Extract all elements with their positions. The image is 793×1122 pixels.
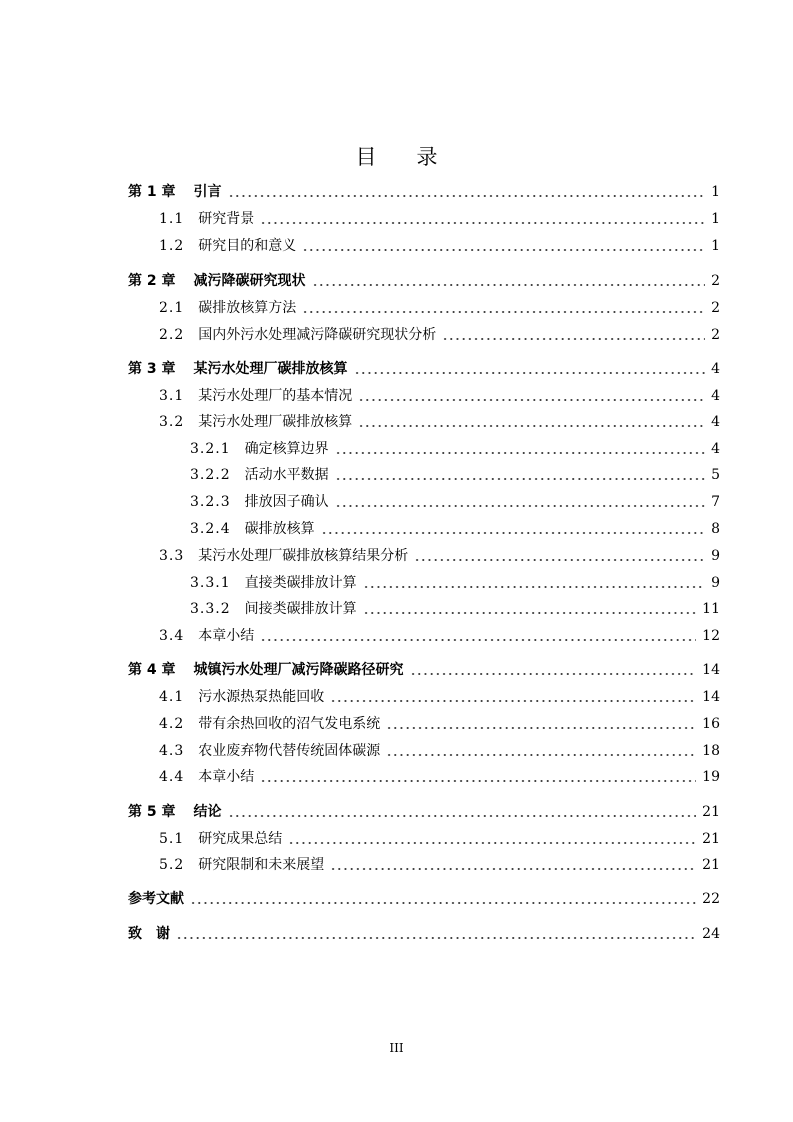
toc-entry[interactable]: [128, 766, 720, 786]
toc-entry-title: 减污降碳研究现状: [193, 273, 306, 289]
toc-entry[interactable]: [128, 713, 720, 733]
toc-entry-number: 2.1: [159, 300, 185, 316]
toc-entry-title: 间接类碳排放计算: [244, 601, 357, 617]
toc-entry-label: [190, 493, 329, 511]
toc-entry-label: [159, 688, 324, 706]
toc-entry-title: 某污水处理厂碳排放核算结果分析: [198, 548, 409, 564]
toc-entry-number: 3.4: [159, 628, 185, 644]
toc-entry-label: [159, 210, 254, 228]
toc-entry-number: 4.2: [159, 716, 185, 732]
toc-entry-title: 污水源热泵热能回收: [198, 689, 325, 705]
dot-leader: [363, 612, 697, 614]
toc-entry-label: [159, 627, 254, 645]
dot-leader: [228, 815, 697, 817]
toc-entry[interactable]: [128, 324, 720, 344]
toc-entry-page: 2: [711, 327, 720, 343]
toc-entry[interactable]: [128, 385, 720, 405]
toc-entry-page: 4: [711, 388, 720, 404]
dot-leader: [312, 284, 706, 286]
toc-entry-title: 活动水平数据: [244, 467, 329, 483]
dot-leader: [442, 338, 705, 340]
toc-entry-page: 18: [702, 743, 720, 759]
dot-leader: [288, 842, 696, 844]
toc-entry[interactable]: [128, 598, 720, 618]
toc-entry-page: 14: [702, 662, 720, 678]
toc-entry-label: [128, 183, 222, 201]
toc-entry-label: [190, 574, 357, 592]
toc-entry-label: [159, 547, 408, 565]
toc-entry-page: 4: [711, 361, 720, 377]
toc-entry[interactable]: [128, 801, 720, 821]
toc-entry-label: [128, 272, 306, 290]
toc-entry-label: [159, 387, 352, 405]
toc-entry-label: [159, 326, 436, 344]
toc-entry-title: 排放因子确认: [244, 494, 329, 510]
dot-leader: [386, 727, 696, 729]
toc-entry-title: 引言: [193, 184, 222, 200]
toc-entry-label: [159, 856, 324, 874]
toc-entry-title: 研究目的和意义: [198, 238, 297, 254]
toc-entry-page: 9: [711, 548, 720, 564]
toc-title: [0, 141, 793, 171]
toc-entry-page: 24: [702, 926, 720, 942]
dot-leader: [302, 311, 705, 313]
toc-entry-number: 5.2: [159, 857, 185, 873]
toc-entry-number: 3.2.1: [190, 441, 231, 457]
toc-entry-number: 第 4 章: [128, 662, 176, 678]
toc-entry-title: 参考文献: [128, 891, 184, 907]
dot-leader: [260, 780, 696, 782]
toc-entry-label: [159, 768, 254, 786]
toc-entry-page: 1: [711, 238, 720, 254]
toc-entry-page: 4: [711, 414, 720, 430]
toc-entry-number: 4.4: [159, 769, 185, 785]
toc-entry-number: 3.2.4: [190, 521, 231, 537]
dot-leader: [330, 868, 696, 870]
toc-entry-number: 3.3.2: [190, 601, 231, 617]
toc-entry-page: 8: [711, 521, 720, 537]
toc-entry-page: 19: [702, 769, 720, 785]
toc-entry[interactable]: [128, 625, 720, 645]
toc-entry-number: 3.1: [159, 388, 185, 404]
toc-entry[interactable]: [128, 235, 720, 255]
toc-entry-page: 11: [702, 601, 720, 617]
dot-leader: [302, 249, 705, 251]
dot-leader: [190, 902, 696, 904]
dot-leader: [363, 586, 705, 588]
toc-entry-page: 16: [702, 716, 720, 732]
dot-leader: [358, 399, 705, 401]
toc-entry-page: 9: [711, 575, 720, 591]
toc-entry-page: 21: [702, 857, 720, 873]
toc-entry-label: [128, 925, 170, 943]
toc-entry-title: 带有余热回收的沼气发电系统: [198, 716, 381, 732]
toc-entry-title: 确定核算边界: [244, 441, 329, 457]
toc-entry[interactable]: [128, 411, 720, 431]
toc-title-char-1: 目: [355, 145, 377, 169]
toc-entry-number: 第 2 章: [128, 273, 176, 289]
toc-entry-label: [128, 803, 222, 821]
dot-leader: [330, 700, 696, 702]
toc-entry[interactable]: [128, 854, 720, 874]
toc-entry[interactable]: [128, 270, 720, 290]
toc-entry-label: [128, 661, 404, 679]
toc-entry-title: 研究背景: [198, 211, 255, 227]
dot-leader: [410, 673, 697, 675]
toc-entry-number: 第 1 章: [128, 184, 176, 200]
toc-entry-label: [128, 890, 184, 908]
toc-entry-number: 3.3.1: [190, 575, 231, 591]
toc-entry-title: 本章小结: [198, 628, 255, 644]
page-number: III: [389, 1041, 404, 1055]
toc-entry-page: 21: [702, 804, 720, 820]
dot-leader: [335, 478, 705, 480]
toc-entry-label: [159, 299, 296, 317]
toc-entry-number: 第 3 章: [128, 361, 176, 377]
toc-entry-title: 碳排放核算: [244, 521, 315, 537]
toc-entry-number: 5.1: [159, 831, 185, 847]
toc-entry-page: 1: [711, 184, 720, 200]
toc-entry-title: 碳排放核算方法: [198, 300, 297, 316]
toc-entry-title: 结论: [193, 804, 222, 820]
toc-entry-label: [159, 742, 380, 760]
toc-entry-page: 2: [711, 273, 720, 289]
dot-leader: [386, 754, 696, 756]
toc-entry-number: 4.3: [159, 743, 185, 759]
toc-entry[interactable]: [128, 923, 720, 943]
toc-entry-number: 1.1: [159, 211, 185, 227]
toc-entry-number: 第 5 章: [128, 804, 176, 820]
toc-entry-page: 21: [702, 831, 720, 847]
toc-entry[interactable]: [128, 297, 720, 317]
toc-entry-page: 5: [711, 467, 720, 483]
toc-entry[interactable]: [128, 828, 720, 848]
dot-leader: [260, 222, 705, 224]
toc-entry-page: 1: [711, 211, 720, 227]
toc-entry-number: 3.2.3: [190, 494, 231, 510]
toc-entry-page: 12: [702, 628, 720, 644]
toc-entry-label: [159, 237, 296, 255]
toc-entry-title: 某污水处理厂碳排放核算: [198, 414, 353, 430]
toc-entry-number: 3.2.2: [190, 467, 231, 483]
dot-leader: [354, 372, 706, 374]
toc-entry[interactable]: [128, 464, 720, 484]
toc-entry-label: [190, 466, 329, 484]
toc-entry[interactable]: [128, 888, 720, 908]
toc-entry-number: 4.1: [159, 689, 185, 705]
toc-entry-title: 农业废弃物代替传统固体碳源: [198, 743, 381, 759]
toc-entry-label: [159, 413, 352, 431]
toc-entry-page: 4: [711, 441, 720, 457]
toc-entry-page: 2: [711, 300, 720, 316]
toc-entry[interactable]: [128, 181, 720, 201]
dot-leader: [260, 639, 696, 641]
toc-entry-title: 本章小结: [198, 769, 255, 785]
toc-entry-title: 研究成果总结: [198, 831, 283, 847]
toc-entry-number: 1.2: [159, 238, 185, 254]
toc-entry[interactable]: [128, 659, 720, 679]
toc-entry-label: [159, 830, 282, 848]
toc-entry[interactable]: [128, 686, 720, 706]
toc-entry-title: 城镇污水处理厂减污降碳路径研究: [193, 662, 404, 678]
toc-entry-label: [190, 600, 357, 618]
toc-entry-title: 直接类碳排放计算: [244, 575, 357, 591]
toc-entry-number: 3.3: [159, 548, 185, 564]
toc-entry-title: 研究限制和未来展望: [198, 857, 325, 873]
toc-entry-page: 7: [711, 494, 720, 510]
toc-entry-number: 3.2: [159, 414, 185, 430]
toc-title-char-2: 录: [416, 145, 438, 169]
toc-entry[interactable]: [128, 208, 720, 228]
toc-entry-title: 某污水处理厂的基本情况: [198, 388, 353, 404]
toc-entry-number: 2.2: [159, 327, 185, 343]
toc-entry[interactable]: [128, 491, 720, 511]
dot-leader: [335, 452, 705, 454]
toc-entry-label: [190, 440, 329, 458]
toc-entry[interactable]: [128, 358, 720, 378]
dot-leader: [228, 195, 706, 197]
toc-entry[interactable]: [128, 740, 720, 760]
toc-entry[interactable]: [128, 572, 720, 592]
toc-entry-page: 14: [702, 689, 720, 705]
toc-entry[interactable]: [128, 545, 720, 565]
toc-entry-label: [190, 520, 315, 538]
dot-leader: [335, 505, 705, 507]
toc-entry-title: 致 谢: [128, 926, 170, 942]
dot-leader: [176, 937, 696, 939]
dot-leader: [358, 425, 705, 427]
toc-entry-page: 22: [702, 891, 720, 907]
toc-entry-label: [159, 715, 380, 733]
dot-leader: [321, 532, 705, 534]
toc-entry-title: 某污水处理厂碳排放核算: [193, 361, 348, 377]
toc-entry-title: 国内外污水处理减污降碳研究现状分析: [198, 327, 437, 343]
toc-entry[interactable]: [128, 438, 720, 458]
dot-leader: [414, 559, 705, 561]
toc-entry-label: [128, 360, 348, 378]
toc-entry[interactable]: [128, 518, 720, 538]
